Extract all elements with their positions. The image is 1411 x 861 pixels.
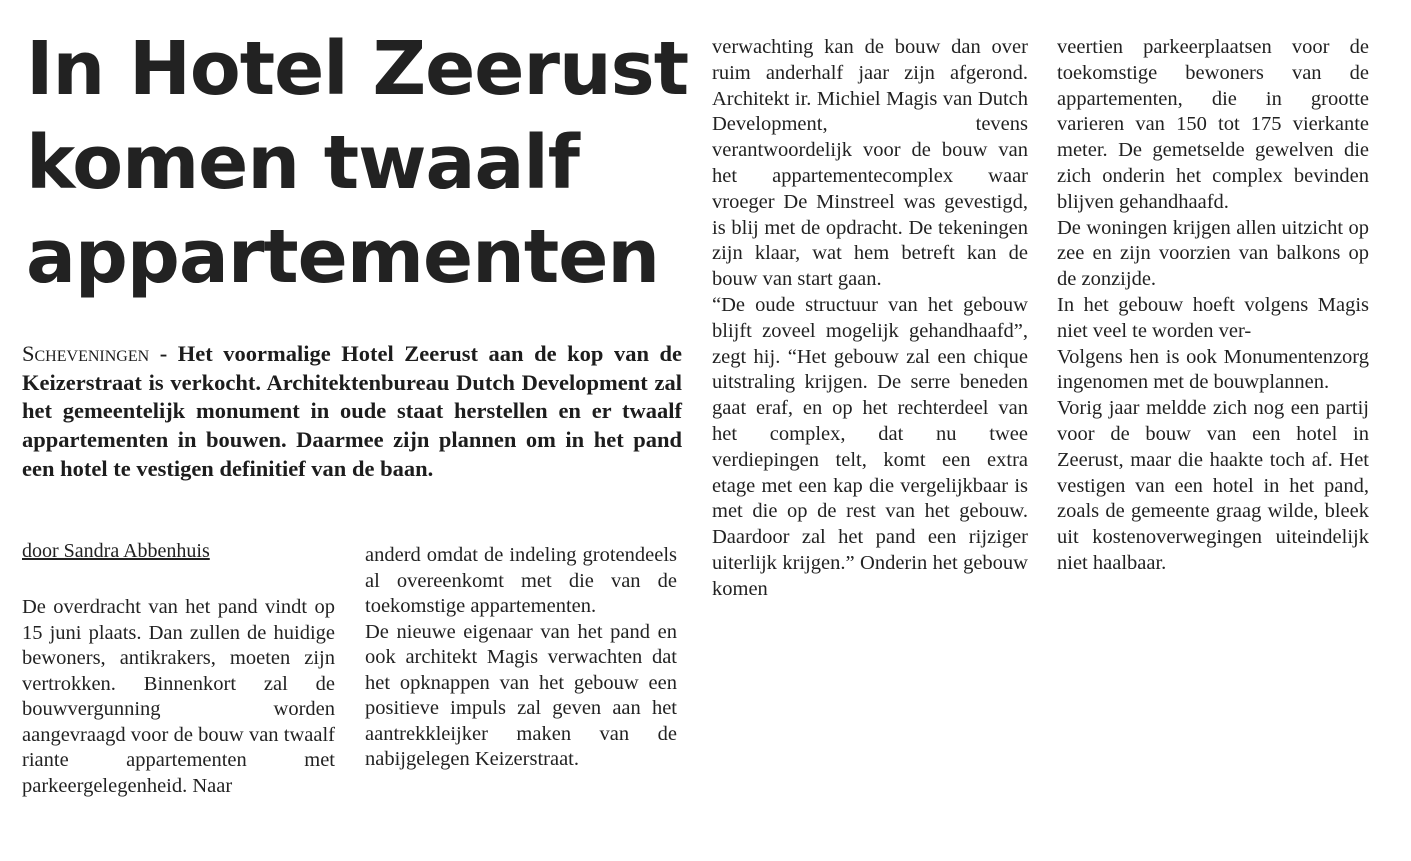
paragraph: anderd omdat de indeling grotendeels al overeenkomt met die van de toekomstige appartementen. [365,544,677,617]
paragraph: Volgens hen is ook Monumentenzorg ingenomen met de bouwplannen. [1057,345,1369,394]
paragraph: veertien parkeerplaatsen voor de toekomstige bewoners van de appartementen, die in grootte varieren van 150 tot 175 vierkante meter. De gemetselde gewelven die zich onderin het complex bevinden blijven gehandhaafd. [1057,36,1369,213]
paragraph: De woningen krijgen allen uitzicht op zee en zijn voorzien van balkons op de zonzijde. [1057,216,1369,291]
article-column-1 [22,595,335,799]
quote-paragraph: “De oude structuur van het gebouw blijft zoveel mogelijk gehandhaafd”, zegt hij. “Het gebouw zal een chique uitstraling krijgen. De serre beneden gaat eraf, en op het rechterdeel van het complex, dat nu twee verdiepingen telt, komt een extra etage met een kap die vergelijkbaar is met die op de rest van het gebouw. Daardoor zal het pand een rijziger uiterlijk krijgen.” Onderin het gebouw komen [712,293,1028,600]
dateline-place: Scheveningen [22,341,150,366]
headline-line-3: appartementen [26,214,660,300]
article-column-4 [1057,35,1369,577]
headline [26,22,706,304]
paragraph: In het gebouw hoeft volgens Magis niet veel te worden ver- [1057,293,1369,342]
lead-text: - Het voormalige Hotel Zeerust aan de kop van de Keizerstraat is verkocht. Architektenbureau Dutch Development zal het gemeentelijk monument in oude staat herstellen en er twaalf appartementen in bouwen. Daarmee zijn plannen om in het pand een hotel te vestigen definitief van de baan. [22,341,682,481]
byline: door Sandra Abbenhuis [22,540,210,562]
headline-line-1: In Hotel Zeerust [26,26,689,112]
paragraph: verwachting kan de bouw dan over ruim anderhalf jaar zijn afgerond. Architekt ir. Michiel Magis van Dutch Development, tevens verantwoordelijk voor de bouw van het appartementecomplex waar vroeger De Minstreel was gevestigd, is blij met de opdracht. De tekeningen zijn klaar, wat hem betreft kan de bouw van start gaan. [712,36,1028,291]
paragraph: De nieuwe eigenaar van het pand en ook architekt Magis verwachten dat het opknappen van het gebouw een positieve impuls zal geven aan het aantrekkleijker maken van de nabijgelegen Keizerstraat. [365,620,677,770]
lead-paragraph [22,340,682,484]
paragraph: De overdracht van het pand vindt op 15 juni plaats. Dan zullen de huidige bewoners, antikrakers, moeten zijn vertrokken. Binnenkort zal de bouwvergunning worden aangevraagd voor de bouw van twaalf riante appartementen met parkeergelegenheid. Naar [22,596,335,797]
paragraph: Vorig jaar meldde zich nog een partij voor de bouw van een hotel in Zeerust, maar die haakte toch af. Het vestigen van een hotel in het pand, zoals de gemeente graag wilde, bleek uit kostenoverwegingen uiteindelijk niet haalbaar. [1057,397,1369,574]
article-column-2 [365,543,677,773]
headline-line-2: komen twaalf [26,120,579,206]
article-column-3 [712,35,1028,603]
